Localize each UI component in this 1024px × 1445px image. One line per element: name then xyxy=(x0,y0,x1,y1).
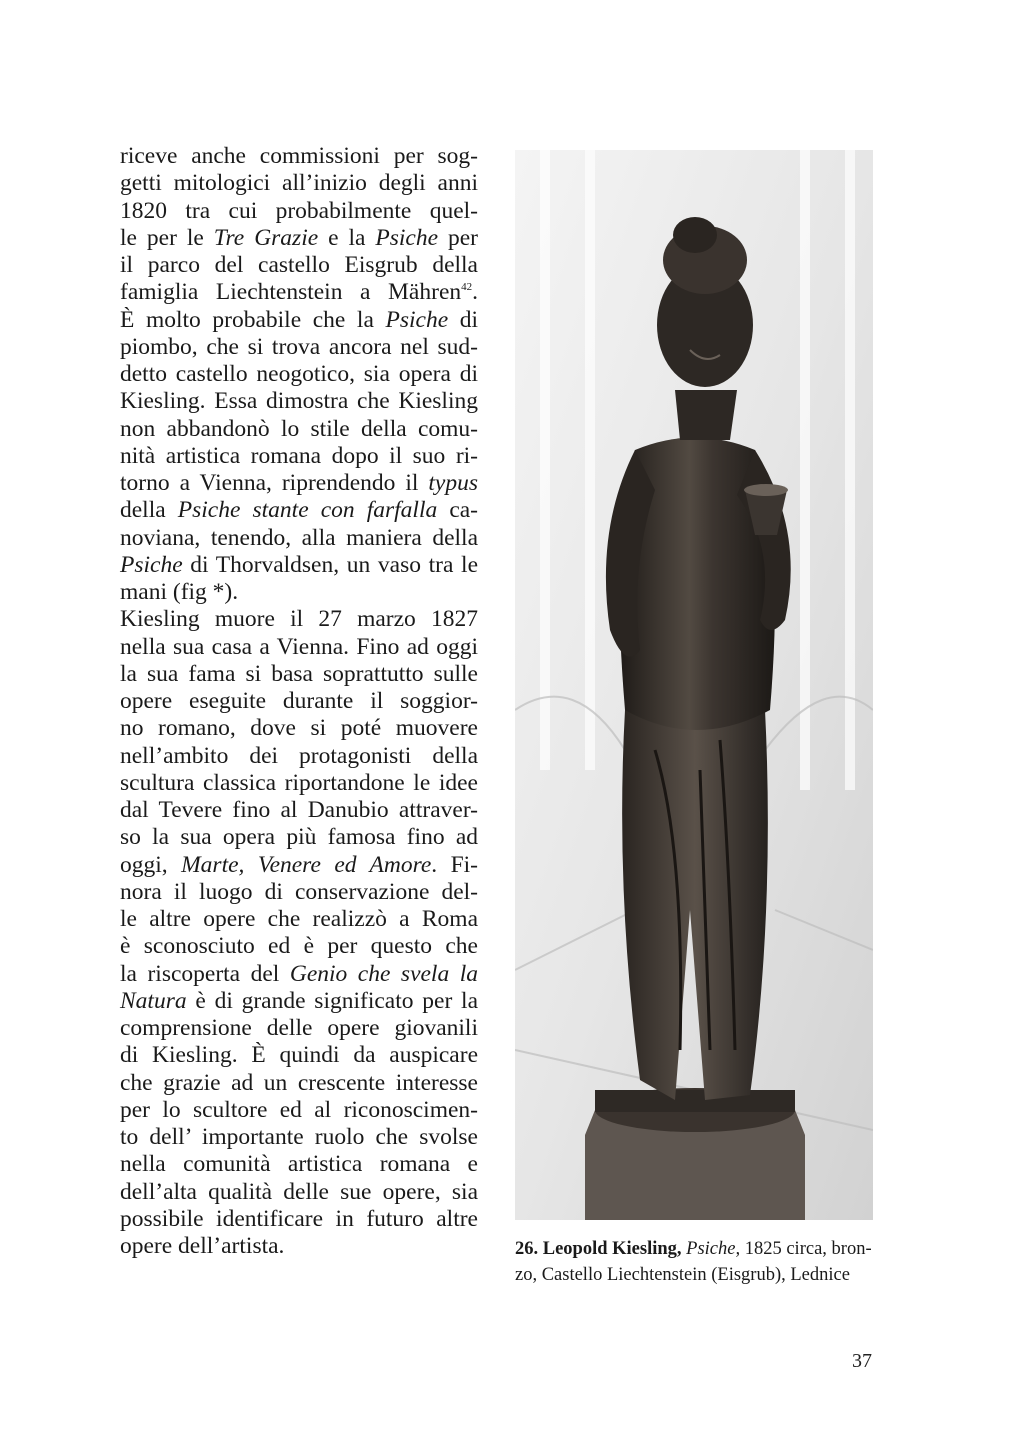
text-line xyxy=(120,688,478,715)
text-segment: to dell’ importante ruolo che svolse xyxy=(120,1124,478,1150)
text-segment: e la xyxy=(318,224,376,251)
text-line xyxy=(120,1042,478,1069)
italic-title: Psiche xyxy=(120,551,183,578)
caption-line-1 xyxy=(515,1236,875,1262)
text-segment: torno a Vienna, riprendendo il xyxy=(120,470,429,496)
text-segment: so la sua opera più famosa fino ad xyxy=(120,824,478,851)
text-segment: le altre opere che realizzò a Roma xyxy=(120,906,478,932)
text-line xyxy=(120,1124,478,1151)
text-segment: per lo scultore ed al riconoscimen- xyxy=(120,1096,478,1123)
text-segment: Kiesling muore il 27 marzo 1827 xyxy=(120,606,478,633)
text-segment: opere dell’artista. xyxy=(120,1233,285,1259)
text-line xyxy=(120,170,478,197)
text-segment: riceve anche commissioni per sog- xyxy=(120,143,478,169)
text-segment: getti mitologici all’inizio degli anni xyxy=(120,170,478,197)
caption-author: Leopold Kiesling, xyxy=(542,1239,682,1259)
text-segment: comprensione delle opere giovanili xyxy=(120,1015,478,1041)
text-line xyxy=(120,225,478,252)
text-segment: non abbandonò lo stile della comu- xyxy=(120,415,478,442)
text-line xyxy=(120,852,478,879)
caption-title: Psiche, xyxy=(686,1239,741,1259)
text-segment: dal Tevere fino al Danubio attraver- xyxy=(120,797,478,823)
text-segment: ca- xyxy=(437,497,479,524)
text-line xyxy=(120,416,478,443)
text-segment: nell’ambito dei protagonisti della xyxy=(120,742,478,769)
text-line xyxy=(120,988,478,1015)
text-line xyxy=(120,661,478,688)
text-segment: la sua fama si basa soprattutto sulle xyxy=(120,660,478,687)
italic-title: Marte, Venere ed Amore xyxy=(181,851,432,878)
text-line xyxy=(120,1070,478,1097)
caption-line-2: zo, Castello Liechtenstein (Eisgrub), Lednice xyxy=(515,1265,850,1285)
text-segment: . xyxy=(472,279,478,306)
footnote-marker: 42 xyxy=(461,281,473,294)
text-line xyxy=(120,579,478,606)
text-segment: nella comunità artistica romana e xyxy=(120,1151,478,1178)
text-line xyxy=(120,743,478,770)
psyche-statue-image xyxy=(515,150,873,1220)
text-line xyxy=(120,634,478,661)
text-segment: possibile identificare in futuro altre xyxy=(120,1205,478,1232)
text-segment: il parco del castello Eisgrub della xyxy=(120,252,478,278)
text-line xyxy=(120,879,478,906)
text-segment: È molto probabile che la xyxy=(120,306,386,333)
italic-title: Genio che svela la xyxy=(289,960,478,987)
italic-title: Natura xyxy=(120,987,187,1014)
text-line xyxy=(120,279,478,306)
text-segment: è sconosciuto ed è per questo che xyxy=(120,933,478,960)
text-segment: opere eseguite durante il soggior- xyxy=(120,688,478,714)
text-line xyxy=(120,906,478,933)
caption-date-material: 1825 circa, bron- xyxy=(744,1239,872,1259)
text-segment: detto castello neogotico, sia opera di xyxy=(120,361,478,387)
caption-number: 26. xyxy=(515,1239,539,1259)
text-line xyxy=(120,334,478,361)
text-segment: è di grande significato per la xyxy=(186,987,478,1014)
italic-title: Psiche stante con farfalla xyxy=(177,497,438,524)
text-line xyxy=(120,961,478,988)
text-segment: le per le xyxy=(120,224,214,251)
text-segment: no romano, dove si poté muovere xyxy=(120,715,478,742)
text-line xyxy=(120,361,478,388)
text-line xyxy=(120,143,478,170)
text-segment: per xyxy=(438,224,478,251)
text-line xyxy=(120,470,478,497)
text-segment: piombo, che si trova ancora nel sud- xyxy=(120,333,478,360)
text-segment: che grazie ad un crescente interesse xyxy=(120,1069,478,1096)
text-line xyxy=(120,198,478,225)
body-text xyxy=(120,143,478,1260)
text-line xyxy=(120,1097,478,1124)
text-line xyxy=(120,1206,478,1233)
text-segment: mani (fig *). xyxy=(120,579,239,605)
text-segment: di Kiesling. È quindi da auspicare xyxy=(120,1042,478,1069)
text-line xyxy=(120,443,478,470)
text-segment: della xyxy=(120,497,178,524)
text-line xyxy=(120,1233,478,1260)
statue-photo xyxy=(515,150,873,1220)
text-line xyxy=(120,824,478,851)
text-line xyxy=(120,770,478,797)
text-segment: di Thorvaldsen, un vaso tra le xyxy=(182,551,478,578)
text-line xyxy=(120,1151,478,1178)
text-line xyxy=(120,1179,478,1206)
italic-title: typus xyxy=(428,470,478,496)
text-segment: oggi, xyxy=(120,851,182,878)
italic-title: Tre Grazie xyxy=(213,224,319,251)
text-segment: nità artistica romana dopo il suo ri- xyxy=(120,442,478,469)
text-line xyxy=(120,552,478,579)
text-line xyxy=(120,525,478,552)
text-segment: la riscoperta del xyxy=(120,960,290,987)
text-segment: nella sua casa a Vienna. Fino ad oggi xyxy=(120,633,478,660)
italic-title: Psiche xyxy=(385,306,449,333)
text-line xyxy=(120,933,478,960)
page-number: 37 xyxy=(852,1350,872,1372)
italic-title: Psiche xyxy=(375,224,439,251)
text-line xyxy=(120,307,478,334)
text-segment: Kiesling. Essa dimostra che Kiesling xyxy=(120,388,478,415)
text-segment: famiglia Liechtenstein a Mähren xyxy=(120,279,462,306)
text-line xyxy=(120,1015,478,1042)
text-segment: scultura classica riportandone le idee xyxy=(120,769,478,796)
text-line xyxy=(120,497,478,524)
figure-caption xyxy=(515,1236,875,1288)
text-line xyxy=(120,252,478,279)
text-segment: nora il luogo di conservazione del- xyxy=(120,878,478,905)
text-segment: . Fi- xyxy=(431,851,479,878)
text-segment: dell’alta qualità delle sue opere, sia xyxy=(120,1178,478,1205)
text-line xyxy=(120,715,478,742)
text-line xyxy=(120,797,478,824)
text-segment: di xyxy=(448,306,478,333)
text-segment: noviana, tenendo, alla maniera della xyxy=(120,524,478,551)
text-line xyxy=(120,606,478,633)
text-line xyxy=(120,388,478,415)
text-segment: 1820 tra cui probabilmente quel- xyxy=(120,197,478,224)
